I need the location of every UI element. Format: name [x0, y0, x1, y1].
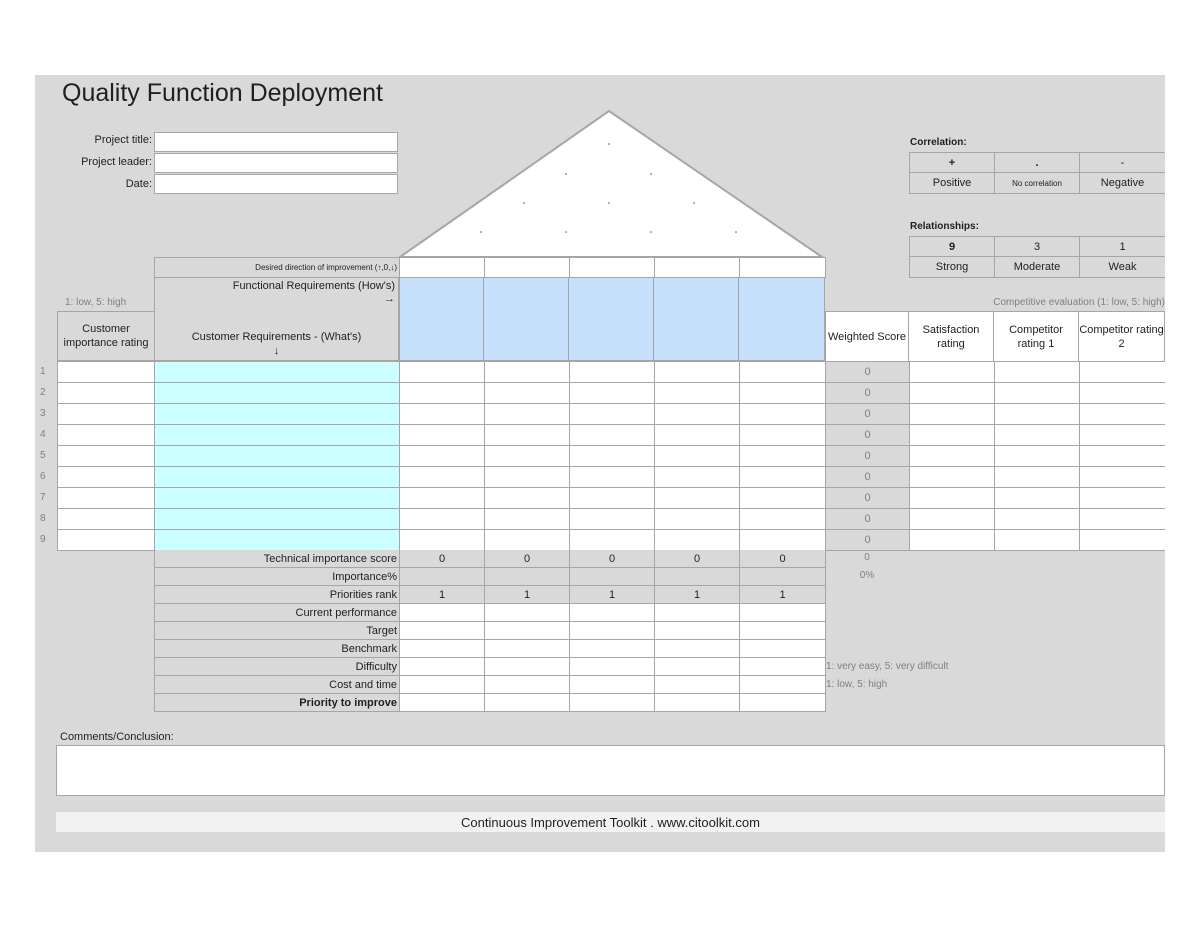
competitor-1-cell[interactable]	[995, 530, 1080, 551]
relationship-cell[interactable]	[400, 404, 485, 425]
competitor-1-cell[interactable]	[995, 446, 1080, 467]
current-performance-cell[interactable]	[740, 604, 826, 622]
competitor-1-cell[interactable]	[995, 467, 1080, 488]
importance-rating-cell[interactable]	[58, 488, 155, 509]
relationship-cell[interactable]	[400, 446, 485, 467]
relationship-cell[interactable]	[655, 488, 740, 509]
benchmark-cell[interactable]	[570, 640, 655, 658]
relationship-cell[interactable]	[485, 530, 570, 551]
evaluation-headers	[825, 311, 1165, 362]
row-number: 5	[40, 450, 46, 461]
correlation-roof	[398, 108, 825, 260]
importance-percent-value	[570, 568, 655, 586]
relationship-cell[interactable]	[655, 446, 740, 467]
target-cell[interactable]	[400, 622, 485, 640]
benchmark-cell[interactable]	[740, 640, 826, 658]
priorities-rank-value: 1	[570, 586, 655, 604]
weighted-score-cell: 0	[826, 530, 910, 551]
competitor-2-cell[interactable]	[1080, 530, 1165, 551]
relationship-cell[interactable]	[400, 467, 485, 488]
priority-to-improve-cell[interactable]	[400, 694, 485, 712]
weak-value: 1	[1080, 237, 1165, 257]
relationship-cell[interactable]	[570, 530, 655, 551]
difficulty-cell[interactable]	[655, 658, 740, 676]
functional-requirement-cell[interactable]	[654, 278, 739, 361]
customer-requirement-cell[interactable]	[155, 362, 400, 383]
row-number: 3	[40, 408, 46, 419]
competitor-2-cell[interactable]	[1080, 446, 1165, 467]
weighted-score-header: Weighted Score	[825, 312, 909, 362]
target-cell[interactable]	[570, 622, 655, 640]
moderate-value: 3	[995, 237, 1080, 257]
competitor-1-cell[interactable]	[995, 509, 1080, 530]
difficulty-label: Difficulty	[155, 658, 400, 676]
technical-importance-value: 0	[740, 550, 826, 568]
relationship-cell[interactable]	[740, 509, 826, 530]
relationship-cell[interactable]	[570, 446, 655, 467]
relationship-cell[interactable]	[655, 425, 740, 446]
relationship-cell[interactable]	[740, 404, 826, 425]
customer-requirements-arrow: ↓	[273, 345, 280, 357]
difficulty-cell[interactable]	[570, 658, 655, 676]
target-cell[interactable]	[740, 622, 826, 640]
satisfaction-rating-cell[interactable]	[910, 404, 995, 425]
functional-requirement-cell[interactable]	[399, 278, 484, 361]
page-title: Quality Function Deployment	[62, 79, 383, 107]
relationship-cell[interactable]	[570, 467, 655, 488]
current-performance-cell[interactable]	[400, 604, 485, 622]
technical-importance-label: Technical importance score	[155, 550, 400, 568]
relationship-cell[interactable]	[485, 446, 570, 467]
relationship-cell[interactable]	[570, 383, 655, 404]
functional-requirements-label: Functional Requirements (How's)	[232, 280, 395, 292]
importance-percent-label: Importance%	[155, 568, 400, 586]
direction-label: Desired direction of improvement (↑,0,↓)	[155, 258, 400, 278]
strong-label: Strong	[910, 257, 995, 278]
technical-evaluation	[154, 550, 826, 712]
project-leader-label: Project leader:	[81, 156, 152, 168]
importance-percent-value	[485, 568, 570, 586]
project-leader-field[interactable]	[154, 153, 398, 173]
direction-cell[interactable]	[740, 258, 826, 278]
technical-importance-value: 0	[485, 550, 570, 568]
no-correlation-label: No correlation	[995, 173, 1080, 194]
customer-requirement-cell[interactable]	[155, 509, 400, 530]
cost-note: 1: low, 5: high	[826, 679, 888, 690]
relationship-cell[interactable]	[400, 362, 485, 383]
importance-header-text: Customer importance rating	[63, 323, 149, 349]
relationship-cell[interactable]	[740, 488, 826, 509]
relationship-cell[interactable]	[655, 530, 740, 551]
moderate-label: Moderate	[995, 257, 1080, 278]
current-performance-cell[interactable]	[570, 604, 655, 622]
footer-text: Continuous Improvement Toolkit . www.citoolkit.com	[461, 814, 760, 830]
relationship-cell[interactable]	[740, 425, 826, 446]
satisfaction-rating-cell[interactable]	[910, 362, 995, 383]
competitor-2-cell[interactable]	[1080, 425, 1165, 446]
competitive-evaluation-label: Competitive evaluation (1: low, 5: high)	[993, 297, 1165, 308]
weighted-score-cell: 0	[826, 383, 910, 404]
current-performance-label: Current performance	[155, 604, 400, 622]
target-cell[interactable]	[655, 622, 740, 640]
direction-cell[interactable]	[570, 258, 655, 278]
row-number: 2	[40, 387, 46, 398]
relationship-cell[interactable]	[485, 362, 570, 383]
competitor-1-cell[interactable]	[995, 383, 1080, 404]
priorities-rank-value: 1	[740, 586, 826, 604]
footer	[56, 812, 1165, 832]
relationship-cell[interactable]	[400, 530, 485, 551]
relationship-cell[interactable]	[570, 509, 655, 530]
customer-requirement-cell[interactable]	[155, 488, 400, 509]
competitor-1-cell[interactable]	[995, 488, 1080, 509]
satisfaction-rating-cell[interactable]	[910, 488, 995, 509]
importance-rating-cell[interactable]	[58, 383, 155, 404]
satisfaction-rating-cell[interactable]	[910, 467, 995, 488]
priority-to-improve-cell[interactable]	[485, 694, 570, 712]
relationship-cell[interactable]	[400, 383, 485, 404]
cost-time-cell[interactable]	[655, 676, 740, 694]
difficulty-cell[interactable]	[740, 658, 826, 676]
relationship-cell[interactable]	[740, 467, 826, 488]
relationship-cell[interactable]	[740, 383, 826, 404]
direction-cell[interactable]	[400, 258, 485, 278]
technical-importance-value: 0	[655, 550, 740, 568]
importance-rating-cell[interactable]	[58, 446, 155, 467]
customer-requirement-cell[interactable]	[155, 404, 400, 425]
technical-importance-value: 0	[400, 550, 485, 568]
relationship-cell[interactable]	[570, 425, 655, 446]
comments-label: Comments/Conclusion:	[60, 731, 174, 743]
relationship-cell[interactable]	[570, 488, 655, 509]
relationship-cell[interactable]	[400, 509, 485, 530]
competitor-2-cell[interactable]	[1080, 488, 1165, 509]
correlation-label: Correlation:	[910, 137, 967, 148]
weighted-score-cell: 0	[826, 362, 910, 383]
competitor-2-cell[interactable]	[1080, 509, 1165, 530]
relationship-cell[interactable]	[570, 404, 655, 425]
priority-to-improve-cell[interactable]	[655, 694, 740, 712]
competitor-2-cell[interactable]	[1080, 467, 1165, 488]
positive-symbol: +	[910, 153, 995, 173]
project-title-label: Project title:	[94, 134, 152, 146]
qfd-worksheet	[35, 75, 1165, 852]
relationship-cell[interactable]	[485, 509, 570, 530]
priorities-rank-value: 1	[655, 586, 740, 604]
satisfaction-rating-header: Satisfaction rating	[909, 312, 994, 362]
customer-requirements-label: Customer Requirements - (What's)	[191, 331, 362, 343]
weighted-score-cell: 0	[826, 488, 910, 509]
weighted-score-cell: 0	[826, 446, 910, 467]
importance-scale-label: 1: low, 5: high	[65, 297, 127, 308]
row-number: 9	[40, 534, 46, 545]
technical-importance-value: 0	[570, 550, 655, 568]
priorities-rank-value: 1	[400, 586, 485, 604]
priorities-rank-label: Priorities rank	[155, 586, 400, 604]
difficulty-note: 1: very easy, 5: very difficult	[826, 661, 949, 672]
satisfaction-rating-cell[interactable]	[910, 509, 995, 530]
competitor-rating-1-header: Competitor rating 1	[994, 312, 1079, 362]
weighted-score-cell: 0	[826, 509, 910, 530]
functional-requirements-header	[399, 278, 825, 361]
no-correlation-symbol: .	[995, 153, 1080, 173]
cost-time-cell[interactable]	[740, 676, 826, 694]
requirements-header	[154, 278, 399, 361]
correlation-legend	[909, 152, 1165, 194]
customer-requirement-cell[interactable]	[155, 467, 400, 488]
satisfaction-rating-cell[interactable]	[910, 425, 995, 446]
satisfaction-rating-cell[interactable]	[910, 446, 995, 467]
benchmark-cell[interactable]	[655, 640, 740, 658]
benchmark-label: Benchmark	[155, 640, 400, 658]
relationship-cell[interactable]	[485, 488, 570, 509]
date-field[interactable]	[154, 174, 398, 194]
cost-time-cell[interactable]	[485, 676, 570, 694]
importance-rating-cell[interactable]	[58, 425, 155, 446]
target-cell[interactable]	[485, 622, 570, 640]
competitor-2-cell[interactable]	[1080, 362, 1165, 383]
date-label: Date:	[125, 178, 152, 190]
relationship-cell[interactable]	[400, 488, 485, 509]
relationship-cell[interactable]	[655, 362, 740, 383]
row-number: 6	[40, 471, 46, 482]
relationship-cell[interactable]	[485, 425, 570, 446]
relationships-legend	[909, 236, 1165, 278]
technical-total: 0	[864, 552, 870, 563]
customer-requirement-cell[interactable]	[155, 383, 400, 404]
benchmark-cell[interactable]	[485, 640, 570, 658]
direction-row	[154, 257, 826, 278]
relationship-cell[interactable]	[485, 383, 570, 404]
comments-field[interactable]	[56, 745, 1165, 796]
importance-percent-value	[740, 568, 826, 586]
satisfaction-rating-cell[interactable]	[910, 383, 995, 404]
priority-to-improve-cell[interactable]	[740, 694, 826, 712]
importance-rating-cell[interactable]	[58, 467, 155, 488]
priority-to-improve-label: Priority to improve	[155, 694, 400, 712]
cost-time-label: Cost and time	[155, 676, 400, 694]
customer-requirement-cell[interactable]	[155, 530, 400, 551]
customer-requirement-cell[interactable]	[155, 425, 400, 446]
row-number: 4	[40, 429, 46, 440]
importance-percent-value	[400, 568, 485, 586]
satisfaction-rating-cell[interactable]	[910, 530, 995, 551]
current-performance-cell[interactable]	[485, 604, 570, 622]
target-label: Target	[155, 622, 400, 640]
competitor-1-cell[interactable]	[995, 425, 1080, 446]
priorities-rank-value: 1	[485, 586, 570, 604]
direction-cell[interactable]	[485, 258, 570, 278]
competitor-rating-2-header: Competitor rating 2	[1079, 312, 1165, 362]
project-title-field[interactable]	[154, 132, 398, 152]
importance-percent-total: 0%	[859, 570, 875, 581]
relationship-matrix	[57, 361, 1165, 551]
row-numbers	[35, 361, 55, 550]
negative-symbol: -	[1080, 153, 1165, 173]
weak-label: Weak	[1080, 257, 1165, 278]
current-performance-cell[interactable]	[655, 604, 740, 622]
relationship-cell[interactable]	[740, 446, 826, 467]
functional-requirement-cell[interactable]	[569, 278, 654, 361]
row-number: 7	[40, 492, 46, 503]
row-number: 8	[40, 513, 46, 524]
weighted-score-cell: 0	[826, 425, 910, 446]
benchmark-cell[interactable]	[400, 640, 485, 658]
relationship-cell[interactable]	[485, 467, 570, 488]
importance-rating-cell[interactable]	[58, 404, 155, 425]
importance-rating-cell[interactable]	[58, 509, 155, 530]
positive-label: Positive	[910, 173, 995, 194]
relationships-label: Relationships:	[910, 221, 979, 232]
competitor-2-cell[interactable]	[1080, 404, 1165, 425]
functional-arrow: →	[384, 293, 395, 305]
relationship-cell[interactable]	[655, 383, 740, 404]
relationship-cell[interactable]	[740, 530, 826, 551]
relationship-cell[interactable]	[655, 467, 740, 488]
relationship-cell[interactable]	[400, 425, 485, 446]
importance-percent-value	[655, 568, 740, 586]
relationship-cell[interactable]	[655, 509, 740, 530]
customer-requirement-cell[interactable]	[155, 446, 400, 467]
importance-rating-cell[interactable]	[58, 530, 155, 551]
importance-header	[57, 311, 154, 361]
competitor-2-cell[interactable]	[1080, 383, 1165, 404]
cost-time-cell[interactable]	[570, 676, 655, 694]
weighted-score-cell: 0	[826, 467, 910, 488]
difficulty-cell[interactable]	[400, 658, 485, 676]
relationship-cell[interactable]	[485, 404, 570, 425]
direction-cell[interactable]	[655, 258, 740, 278]
negative-label: Negative	[1080, 173, 1165, 194]
row-number: 1	[40, 366, 46, 377]
priority-to-improve-cell[interactable]	[570, 694, 655, 712]
relationship-cell[interactable]	[740, 362, 826, 383]
importance-rating-cell[interactable]	[58, 362, 155, 383]
functional-requirement-cell[interactable]	[484, 278, 569, 361]
relationship-cell[interactable]	[655, 404, 740, 425]
strong-value: 9	[910, 237, 995, 257]
weighted-score-cell: 0	[826, 404, 910, 425]
competitor-1-cell[interactable]	[995, 362, 1080, 383]
difficulty-cell[interactable]	[485, 658, 570, 676]
functional-requirement-cell[interactable]	[739, 278, 825, 361]
cost-time-cell[interactable]	[400, 676, 485, 694]
competitor-1-cell[interactable]	[995, 404, 1080, 425]
relationship-cell[interactable]	[570, 362, 655, 383]
